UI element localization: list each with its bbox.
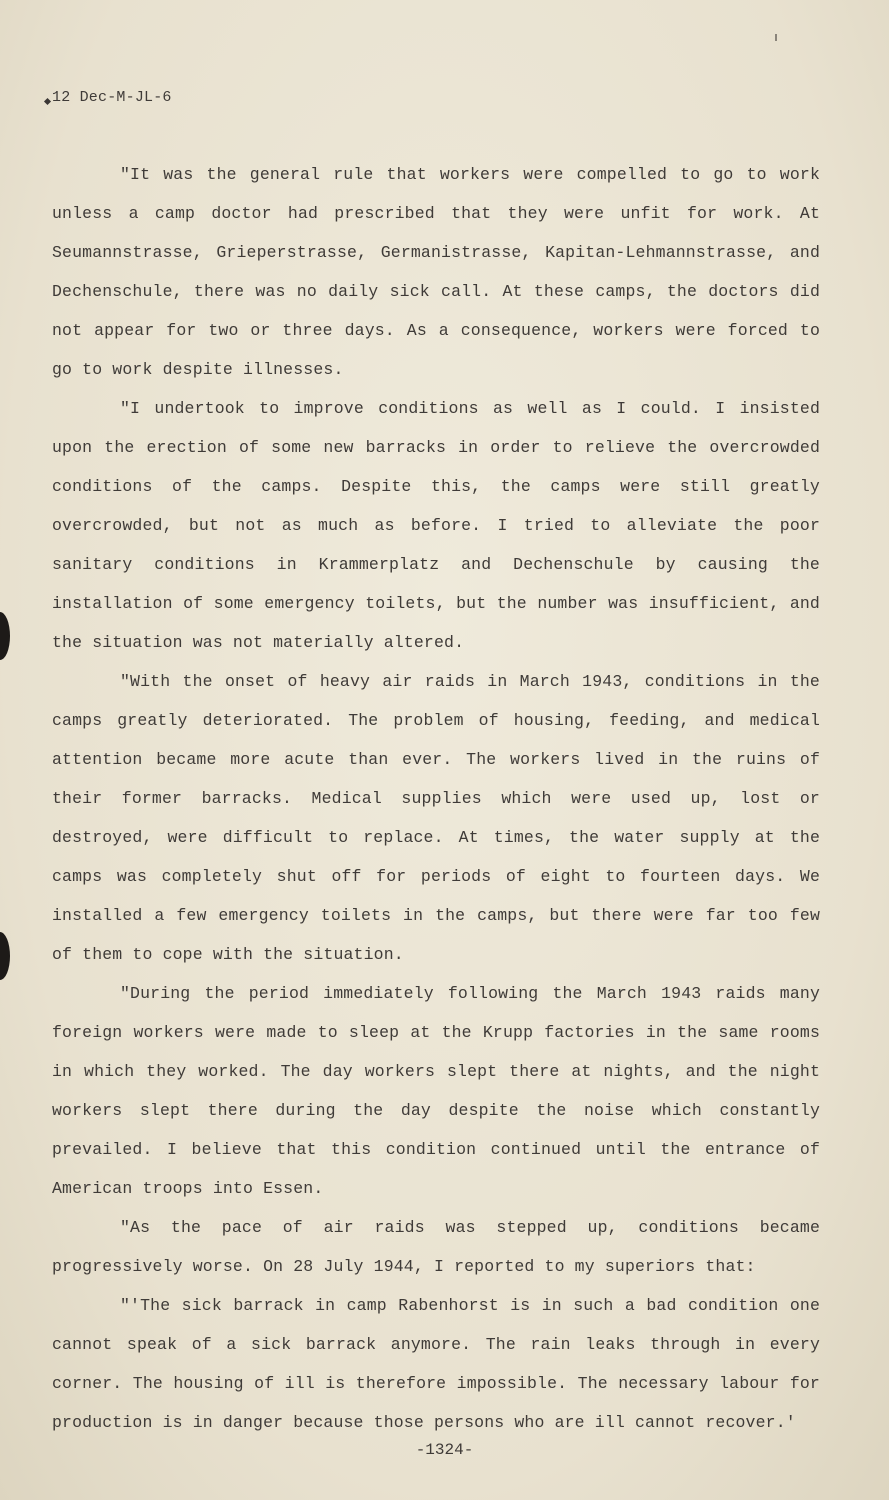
binder-hole-bottom <box>0 932 10 980</box>
paragraph-1: "It was the general rule that workers were compelled to go to work unless a camp doctor had prescribed that they were unfit for work. At Seumannstrasse, Grieperstrasse, Germanistrasse, Kapitan-Lehmannstrasse, and Dechenschule, there was no daily sick call. At these camps, the doctors did not appear for two or three days. As a consequence, workers were forced to go to work despite illnesses. <box>52 165 820 379</box>
paragraph-2: "I undertook to improve conditions as well as I could. I insisted upon the erection of some new barracks in order to relieve the overcrowded conditions of the camps. Despite this, the camps were still greatly overcrowded, but not as much as before. I tried to alleviate the poor sanitary conditions in Krammerplatz and Dechenschule by causing the installation of some emergency toilets, but the number was insufficient, and the situation was not materially altered. <box>52 399 820 652</box>
reference-text: 12 Dec-M-JL-6 <box>52 89 172 106</box>
page-number: -1324- <box>415 1441 474 1459</box>
paper-mark <box>775 34 777 41</box>
paragraph-5: "As the pace of air raids was stepped up, conditions became progressively worse. On 28 July 1944, I reported to my superiors that: <box>52 1218 820 1276</box>
document-body <box>52 155 820 1442</box>
document-reference <box>52 89 172 106</box>
bullet-mark <box>44 98 51 105</box>
binder-hole-top <box>0 612 10 660</box>
paragraph-3: "With the onset of heavy air raids in March 1943, conditions in the camps greatly deteriorated. The problem of housing, feeding, and medical attention became more acute than ever. The workers lived in the ruins of their former barracks. Medical supplies which were used up, lost or destroyed, were difficult to replace. At times, the water supply at the camps was completely shut off for periods of eight to fourteen days. We installed a few emergency toilets in the camps, but there were far too few of them to cope with the situation. <box>52 672 820 964</box>
paragraph-4: "During the period immediately following the March 1943 raids many foreign workers were made to sleep at the Krupp factories in the same rooms in which they worked. The day workers slept there at nights, and the night workers slept there during the day despite the noise which constantly prevailed. I believe that this condition continued until the entrance of American troops into Essen. <box>52 984 820 1198</box>
paragraph-6-quote: "'The sick barrack in camp Rabenhorst is in such a bad condition one cannot speak of a sick barrack anymore. The rain leaks through in every corner. The housing of ill is therefore impossible. The necessary labour for production is in danger because those persons who are ill cannot recover.' <box>52 1296 820 1432</box>
